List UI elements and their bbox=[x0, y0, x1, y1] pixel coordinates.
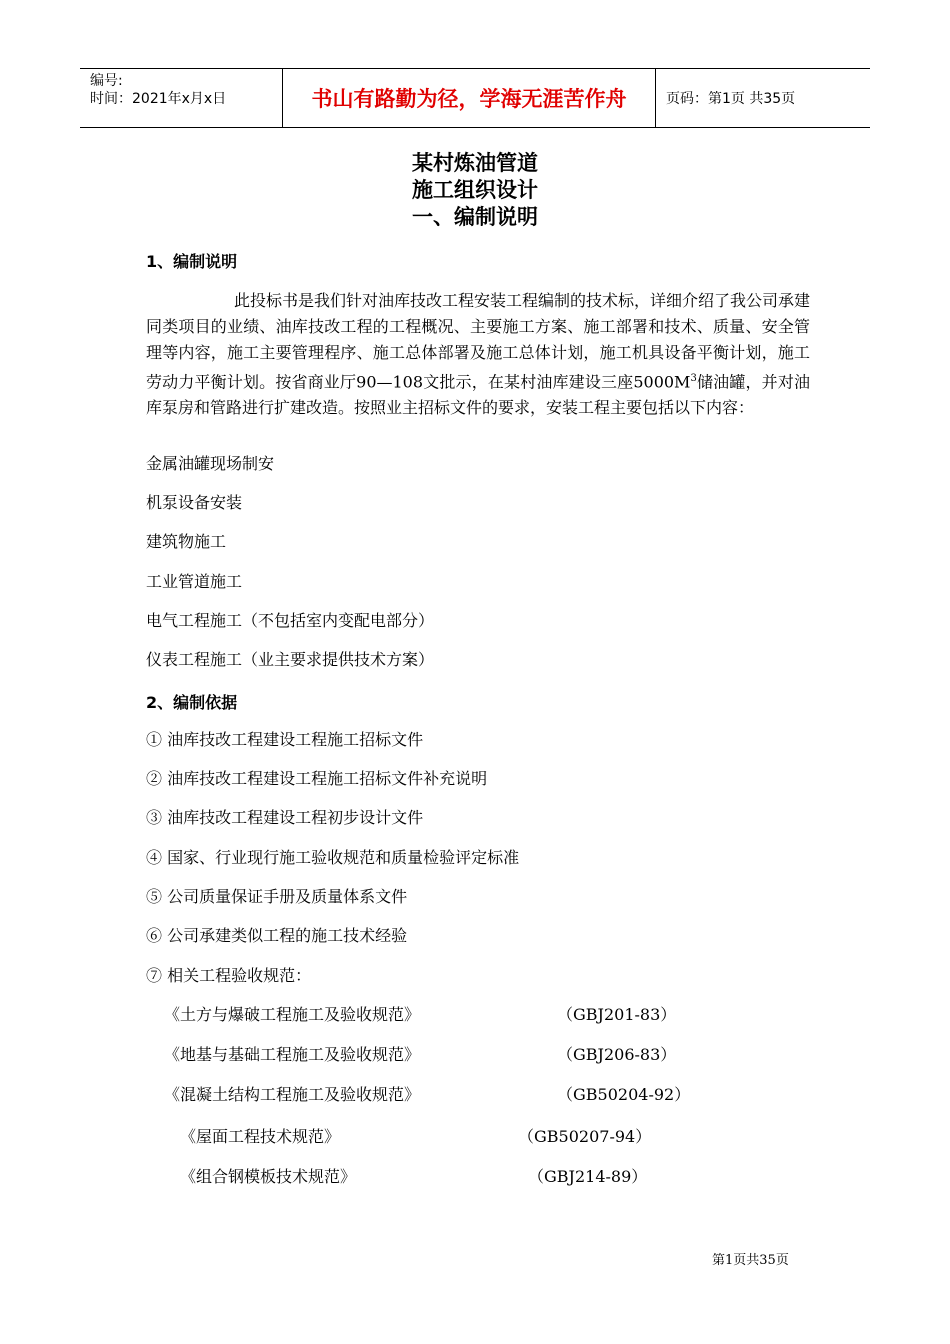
basis-item: ③ 油库技改工程建设工程初步设计文件 bbox=[146, 808, 424, 827]
standard-name: 《土方与爆破工程施工及验收规范》 bbox=[164, 1005, 421, 1024]
paragraph-text: 此投标书是我们针对油库技改工程安装工程编制的技术标，详细介绍了我公司承建同类项目的业绩、油库技改工程的工程概况、主要施工方案、施工部署和技术、质量、安全管理等内容，施工主要管理程序、施工总体部署及施工总体计划，施工机具设备平衡计划，施工劳动力平衡计划。按省商业厅90—108文批示，在某村油库建设三座5000M bbox=[146, 291, 811, 392]
header-motto: 书山有路勤为径，学海无涯苦作舟 bbox=[282, 69, 656, 127]
section-2-heading: 2、编制依据 bbox=[146, 693, 238, 712]
scope-item: 金属油罐现场制安 bbox=[146, 454, 275, 473]
number-label: 编号: bbox=[90, 73, 123, 89]
standard-code: （GBJ214-89） bbox=[528, 1167, 648, 1186]
scope-item: 仪表工程施工（业主要求提供技术方案） bbox=[146, 650, 435, 669]
scope-item: 工业管道施工 bbox=[146, 572, 243, 591]
basis-item: ⑥ 公司承建类似工程的施工技术经验 bbox=[146, 926, 408, 945]
scope-item: 电气工程施工（不包括室内变配电部分） bbox=[146, 611, 435, 630]
document-title bbox=[0, 150, 950, 231]
scope-item: 建筑物施工 bbox=[146, 532, 227, 551]
title-line-2: 施工组织设计 bbox=[412, 178, 538, 202]
paragraph-text-cont: 储油罐，并对油库泵房和管路进行扩建改造。按照业主招标文件的要求，安装工程主要包括以下内容： bbox=[146, 372, 810, 418]
standard-name: 《组合钢模板技术规范》 bbox=[180, 1167, 357, 1186]
basis-item: ① 油库技改工程建设工程施工招标文件 bbox=[146, 730, 424, 749]
footer-page-number: 第1页共35页 bbox=[712, 1253, 789, 1268]
standard-name: 《屋面工程技术规范》 bbox=[180, 1127, 341, 1146]
basis-item: ⑤ 公司质量保证手册及质量体系文件 bbox=[146, 887, 408, 906]
time-label: 时间：2021年x月x日 bbox=[90, 91, 227, 107]
title-line-1: 某村炼油管道 bbox=[412, 151, 538, 175]
scope-item: 机泵设备安装 bbox=[146, 493, 243, 512]
standard-name: 《混凝土结构工程施工及验收规范》 bbox=[164, 1085, 421, 1104]
title-line-3: 一、编制说明 bbox=[412, 205, 538, 229]
basis-item: ② 油库技改工程建设工程施工招标文件补充说明 bbox=[146, 769, 488, 788]
header-info bbox=[80, 69, 282, 127]
standard-code: （GB50207-94） bbox=[518, 1127, 652, 1146]
superscript: 3 bbox=[690, 373, 697, 384]
standard-code: （GB50204-92） bbox=[557, 1085, 691, 1104]
page-header bbox=[80, 68, 870, 128]
standard-name: 《地基与基础工程施工及验收规范》 bbox=[164, 1045, 421, 1064]
header-page-number: 页码：第1页 共35页 bbox=[666, 91, 796, 107]
basis-item: ⑦ 相关工程验收规范： bbox=[146, 966, 312, 985]
basis-item: ④ 国家、行业现行施工验收规范和质量检验评定标准 bbox=[146, 848, 520, 867]
standard-code: （GBJ206-83） bbox=[557, 1045, 677, 1064]
section-1-paragraph bbox=[146, 288, 810, 421]
standard-code: （GBJ201-83） bbox=[557, 1005, 677, 1024]
section-1-heading: 1、编制说明 bbox=[146, 252, 238, 271]
